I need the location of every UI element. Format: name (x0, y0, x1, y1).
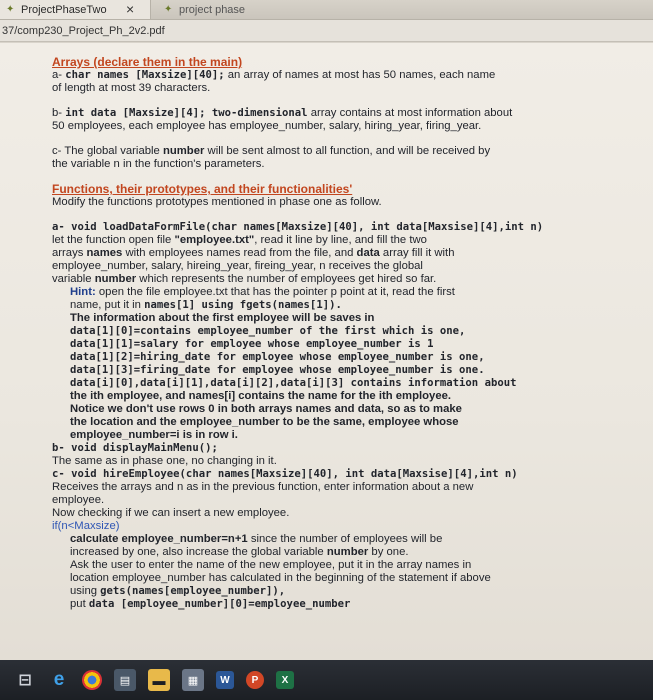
windows-taskbar (0, 660, 653, 700)
text: variable (52, 273, 95, 285)
text: using (70, 585, 101, 597)
tab-title: ProjectPhaseTwo (21, 3, 107, 16)
hire-desc-line: Now checking if we can insert a new employee. (52, 507, 290, 519)
code: calculate employee_number=n+1 (70, 533, 248, 545)
ask-line: location employee_number has calculated in the beginning of the statement if above (70, 572, 491, 584)
if-body (52, 533, 597, 611)
excel-icon[interactable]: X (276, 671, 294, 689)
info-line: data[1][1]=salary for employee whose employee_number is 1 (70, 338, 434, 350)
load-desc-line (52, 247, 597, 260)
text: arrays (52, 247, 87, 259)
tab-project-phase[interactable] (158, 0, 288, 19)
load-desc-line (52, 273, 597, 286)
arrays-item-b-cont: 50 employees, each employee has employee_number, salary, hiring_year, firing_year. (52, 120, 482, 132)
text: which represents the number of employees get hired so far. (136, 273, 437, 285)
display-desc: The same as in phase one, no changing in it. (52, 455, 277, 467)
pdf-page (0, 43, 653, 660)
text: name, put it in (70, 299, 145, 311)
word-icon[interactable]: W (216, 671, 234, 689)
tab-favicon-icon: ✦ (6, 3, 15, 15)
info-line: The information about the first employee will be saves in (70, 312, 375, 324)
code: gets(names[employee_number]), (100, 585, 286, 597)
code-data-array: int data [Maxsize][4]; two-dimensional (65, 107, 308, 119)
address-bar[interactable] (0, 20, 653, 42)
address-text: 37/comp230_Project_Ph_2v2.pdf (2, 25, 165, 37)
tab-title: project phase (179, 3, 246, 16)
item-text: an array of names at most has 50 names, each name (224, 69, 496, 81)
file-explorer-icon[interactable]: ▬ (148, 669, 170, 691)
arrays-item-a-cont: of length at most 39 characters. (52, 82, 211, 94)
hire-function-signature: c- void hireEmployee(char names[Maxsize][40], int data[Maxsise][4],int n) (52, 468, 518, 480)
arrays-item-c-cont: the variable n in the function's parameters. (52, 158, 265, 170)
filename: "employee.txt" (174, 234, 255, 246)
info-line: data[1][2]=hiring_date for employee whose employee_number is one, (70, 351, 485, 363)
calc-line (70, 546, 597, 559)
arrays-heading: Arrays (declare them in the main) (52, 55, 243, 69)
spacer (52, 133, 597, 145)
hint-label: Hint: (70, 286, 96, 298)
put-line (70, 598, 597, 611)
info-line: data[1][0]=contains employee_number of the first which is one, (70, 325, 466, 337)
item-text: c- The global variable (52, 145, 163, 157)
info-line: Notice we don't use rows 0 in both arrays names and data, so as to make (70, 403, 462, 415)
text: let the function open file (52, 234, 175, 246)
item-prefix: a- (52, 69, 66, 81)
calc-line (70, 533, 597, 546)
tab-favicon-icon: ✦ (164, 3, 173, 15)
info-line: data[i][0],data[i][1],data[i][2],data[i][3] contains information about (70, 377, 517, 389)
info-line: data[1][3]=firing_date for employee whose employee_number is one. (70, 364, 485, 376)
arrays-item-a (52, 69, 597, 82)
hire-desc-line: employee. (52, 494, 105, 506)
arrays-item-c (52, 145, 597, 158)
hire-desc-line: Receives the arrays and n as in the previous function, enter information about a new (52, 481, 474, 493)
browser-tab-bar (0, 0, 653, 20)
load-desc-line (52, 234, 597, 247)
if-condition: if(n<Maxsize) (52, 520, 120, 532)
code: data [employee_number][0]=employee_number (88, 598, 351, 610)
document-body (52, 56, 597, 611)
keyword: data (356, 247, 380, 259)
display-function-signature: b- void displayMainMenu(); (52, 442, 218, 454)
keyword: number (94, 273, 137, 285)
item-prefix: b- (52, 107, 66, 119)
ask-line (70, 585, 597, 598)
edge-browser-icon[interactable]: e (53, 669, 65, 690)
code-names-array: char names [Maxsize][40]; (65, 69, 225, 81)
keyword-number: number (162, 145, 205, 157)
item-text: array contains at most information about (307, 107, 513, 119)
keyword: names (86, 247, 123, 259)
functions-subtitle: Modify the functions prototypes mentioned in phase one as follow. (52, 196, 382, 208)
spacer (52, 95, 597, 107)
info-line: the ith employee, and names[i] contains the name for the ith employee. (70, 390, 452, 402)
text: , read it line by line, and fill the two (254, 234, 427, 246)
text: increased by one, also increase the global variable (70, 546, 327, 558)
text: open the file employee.txt that has the pointer p point at it, read the first (95, 286, 455, 298)
ask-line: Ask the user to enter the name of the new employee, put it in the array names in (70, 559, 472, 571)
spacer (52, 209, 597, 221)
code: names[1] using fgets(names[1]). (144, 299, 342, 311)
item-text: will be sent almost to all function, and will be received by (204, 145, 491, 157)
load-function-signature: a- void loadDataFormFile(char names[Maxsize][40], int data[Maxsise][4],int n) (52, 221, 544, 233)
tab-project-phase-two[interactable] (0, 0, 151, 19)
text: since the number of employees will be (247, 533, 443, 545)
arrays-item-b (52, 107, 597, 120)
close-tab-icon[interactable]: × (126, 1, 135, 17)
text: put (70, 598, 89, 610)
hint-line (70, 286, 597, 299)
app-grid-icon[interactable]: ▦ (182, 669, 204, 691)
powerpoint-icon[interactable]: P (246, 671, 264, 689)
text: with employees names read from the file, and (122, 247, 357, 259)
task-view-icon[interactable]: ⊟ (18, 672, 32, 689)
info-line: the location and the employee_number to be the same, employee whose (70, 416, 459, 428)
hint-line (70, 299, 597, 312)
store-icon[interactable]: ▤ (114, 669, 136, 691)
chrome-browser-icon[interactable] (82, 670, 102, 690)
info-line: employee_number=i is in row i. (70, 429, 238, 441)
functions-heading: Functions, their prototypes, and their functionalities' (52, 182, 353, 196)
load-desc-line: employee_number, salary, hireing_year, fireing_year, n receives the global (52, 260, 423, 272)
keyword: number (326, 546, 369, 558)
text: array fill it with (379, 247, 455, 259)
text: by one. (368, 546, 409, 558)
load-hint-block (52, 286, 597, 442)
